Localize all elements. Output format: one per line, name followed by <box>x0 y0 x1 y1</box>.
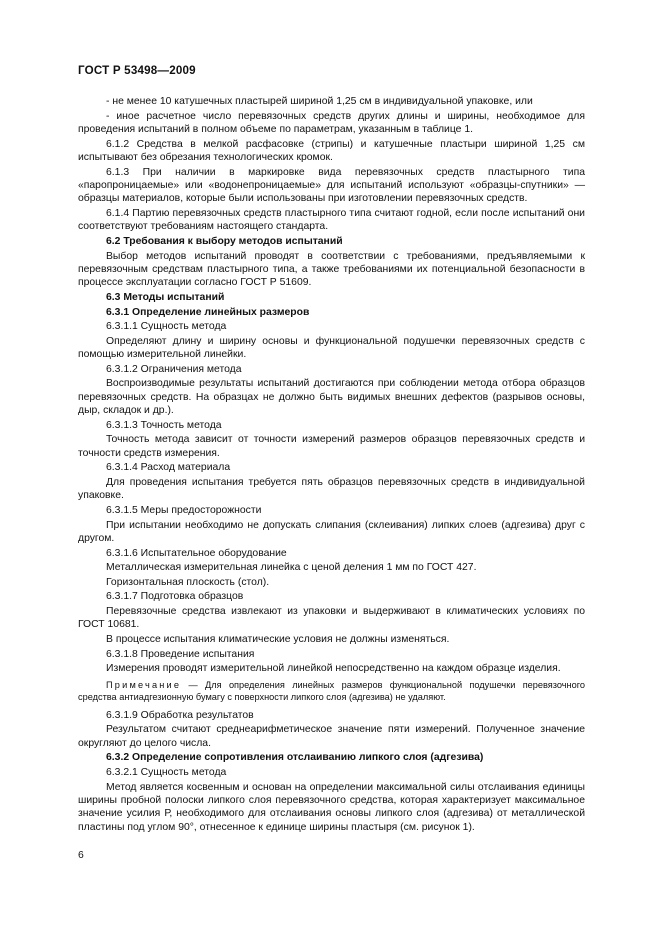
body-paragraph: Измерения проводят измерительной линейкой непосредственно на каждом образце изделия. <box>106 663 561 675</box>
body-paragraph: Горизонтальная плоскость (стол). <box>106 576 270 588</box>
body-paragraph: Для проведения испытания требуется пять образцов перевязочных средств в индивидуальной упаковке. <box>78 476 585 502</box>
page-body <box>78 95 585 835</box>
body-paragraph: 6.3.1.2 Ограничения метода <box>106 363 242 375</box>
body-paragraph: 6.1.4 Партию перевязочных средств пластырного типа считают годной, если после испытаний они соответствуют требованиям настоящего стандарта. <box>78 208 585 233</box>
body-paragraph: Металлическая измерительная линейка с ценой деления 1 мм по ГОСТ 427. <box>106 562 477 574</box>
body-paragraph: 6.3.1.8 Проведение испытания <box>106 648 255 660</box>
note-text: — Для определения линейных размеров функциональной подушечки перевязочного средства антиадгезионную бумагу с поверхности липкого слоя (адгезива) не удаляют. <box>78 679 585 703</box>
body-paragraph: 6.3.1.9 Обработка результатов <box>106 709 254 721</box>
body-paragraph: - не менее 10 катушечных пластырей шириной 1,25 см в индивидуальной упаковке, или <box>106 96 533 107</box>
document-header: ГОСТ Р 53498—2009 <box>78 64 196 77</box>
body-paragraph: 6.3.1.7 Подготовка образцов <box>106 591 244 603</box>
section-heading: 6.2 Требования к выбору методов испытаний <box>106 236 343 247</box>
page-number: 6 <box>78 850 84 861</box>
body-paragraph: 6.3.1.5 Меры предосторожности <box>106 504 262 516</box>
body-paragraph: Выбор методов испытаний проводят в соответствии с требованиями, предъявляемыми к перевязочным средствам пластырного типа, а также требованиями их потенциальной безопасности в процессе эксплуатации согласно ГОСТ Р 51609. <box>78 250 585 289</box>
body-paragraph: Воспроизводимые результаты испытаний достигаются при соблюдении метода отбора образцов перевязочных средств. На образцах не должно быть видимых внешних дефектов (разрывов основы, дыр, складок и др.). <box>78 378 585 417</box>
body-paragraph: 6.1.3 При наличии в маркировке вида перевязочных средств пластырного типа «паропроницаемые» или «водонепроницаемые» для испытаний используют «образцы-спутники» — образцы материалов, которые были использованы при изготовлении перевязочных средств. <box>78 166 585 205</box>
note-paragraph <box>78 679 585 704</box>
note-label: Примечание <box>106 679 182 690</box>
body-paragraph: 6.3.1.1 Сущность метода <box>106 321 227 333</box>
body-paragraph: В процессе испытания климатические условия не должны изменяться. <box>106 633 450 645</box>
body-paragraph: 6.3.1.6 Испытательное оборудование <box>106 547 287 559</box>
section-heading: 6.3.1 Определение линейных размеров <box>106 306 310 318</box>
body-paragraph: 6.3.1.4 Расход материала <box>106 462 231 474</box>
body-paragraph: Перевязочные средства извлекают из упаковки и выдерживают в климатических условиях по ГОСТ 10681. <box>78 605 585 631</box>
body-paragraph: - иное расчетное число перевязочных средств других длины и ширины, необходимое для проведения испытаний в полном объеме по параметрам, указанным в таблице 1. <box>78 110 585 135</box>
body-paragraph: 6.1.2 Средства в мелкой расфасовке (стрипы) и катушечные пластыри шириной 1,25 см испытывают без обрезания технологических кромок. <box>78 138 585 163</box>
body-paragraph: 6.3.2.1 Сущность метода <box>106 766 227 778</box>
section-heading: 6.3 Методы испытаний <box>106 292 225 303</box>
body-paragraph: При испытании необходимо не допускать слипания (склеивания) липких слоев (адгезива) друг с другом. <box>78 519 585 544</box>
body-paragraph: Метод является косвенным и основан на определении максимальной силы отслаивания единицы ширины пробной полоски липкого слоя перевязочного средства, которая характеризует максимальное значение усилия Р, необходимого для отслаивания основы липкого слоя (адгезива) от металлической пластины под углом 90°, отнесенное к единице ширины пластыря (см. рисунок 1). <box>78 781 585 833</box>
body-paragraph: Определяют длину и ширину основы и функциональной подушечки перевязочных средств с помощью измерительной линейки. <box>78 335 585 361</box>
body-paragraph: Точность метода зависит от точности измерений размеров образцов перевязочных средств и точности средств измерения. <box>78 434 585 459</box>
body-paragraph: Результатом считают среднеарифметическое значение пяти измерений. Полученное значение округляют до целого числа. <box>78 724 585 749</box>
section-heading: 6.3.2 Определение сопротивления отслаиванию липкого слоя (адгезива) <box>106 752 484 764</box>
body-paragraph: 6.3.1.3 Точность метода <box>106 419 222 431</box>
